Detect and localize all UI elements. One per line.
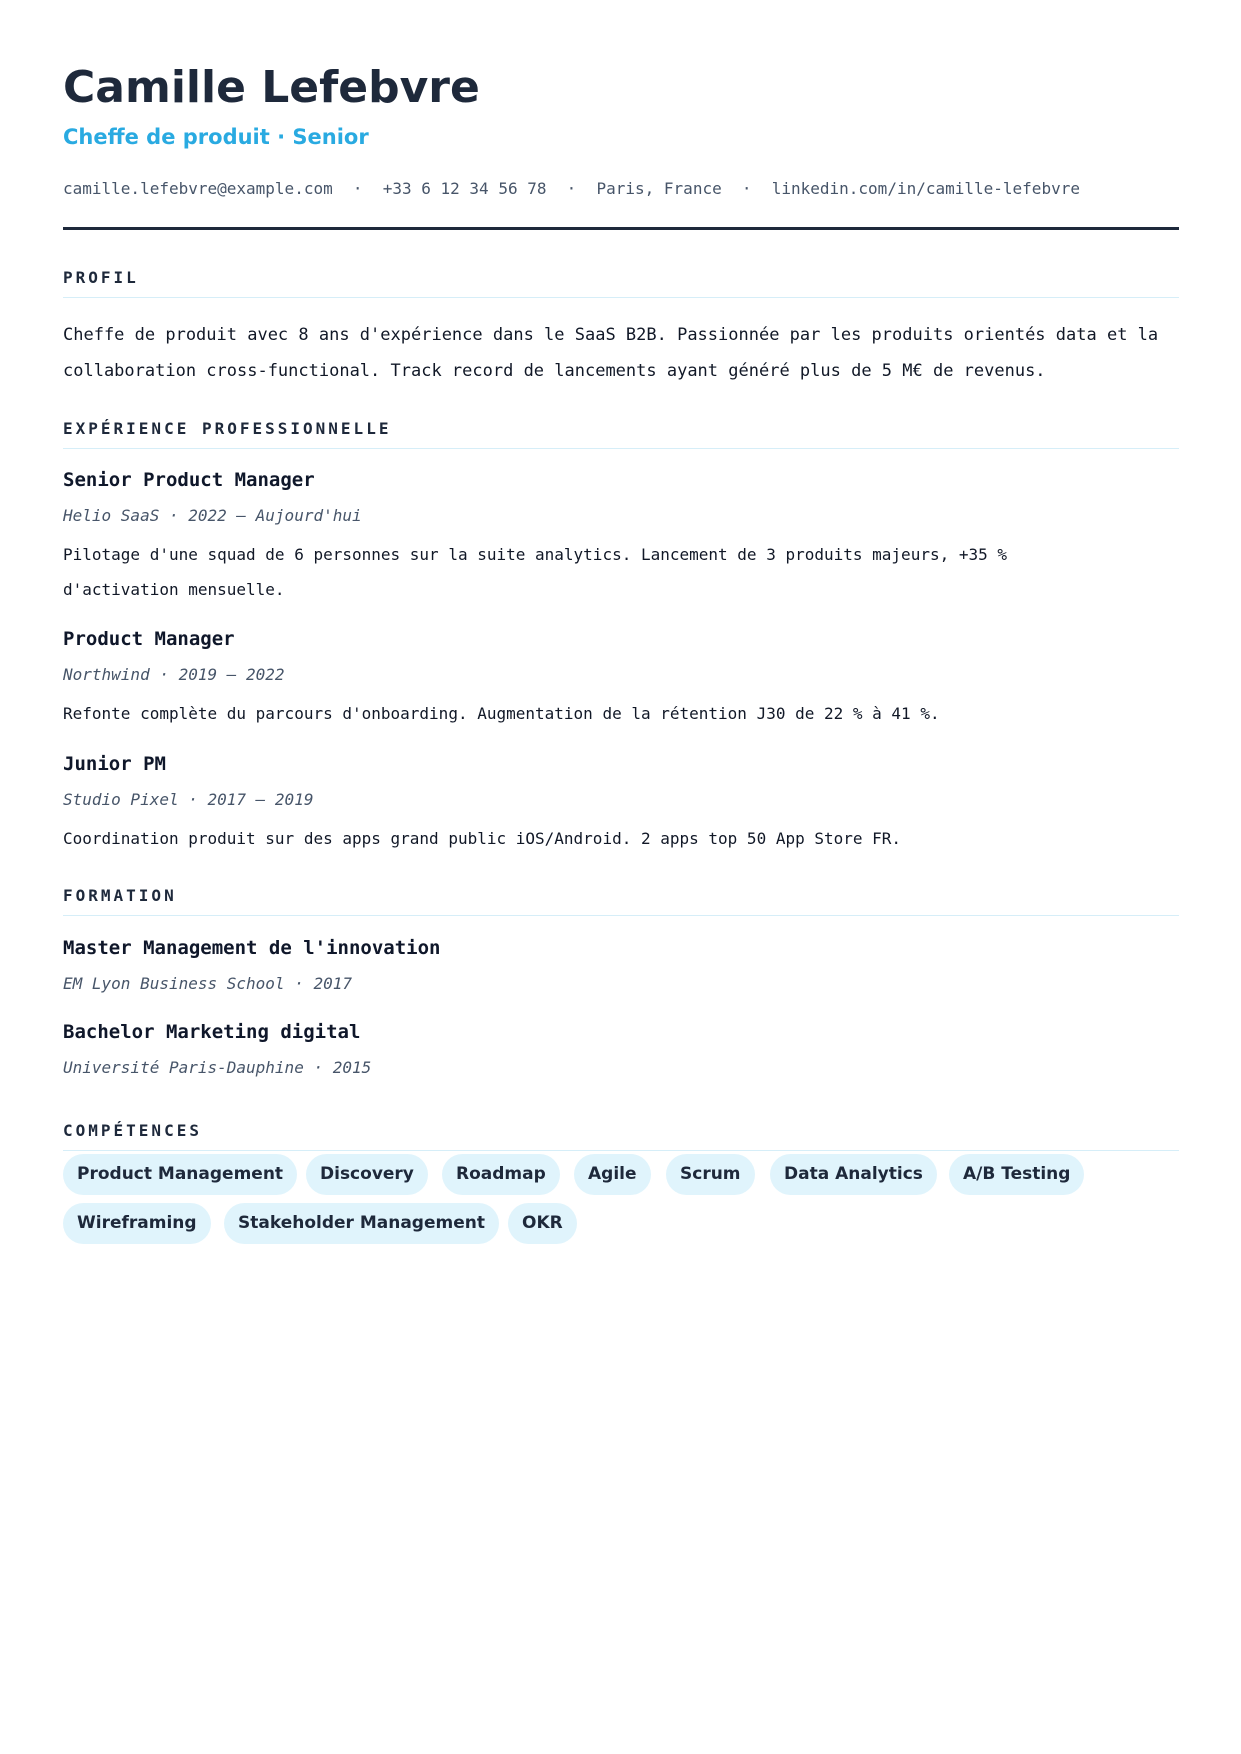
experience-role: Product Manager [63,628,235,650]
contact-location: Paris, France [596,179,722,198]
experience-meta: Helio SaaS · 2022 — Aujourd'hui [63,506,362,525]
contact-email[interactable]: camille.lefebvre@example.com [63,179,333,198]
skill-tag: Wireframing [63,1203,211,1244]
contact-separator: · [566,179,577,198]
section-title-education: FORMATION [63,886,1179,916]
header-divider [63,227,1179,230]
candidate-headline: Cheffe de produit · Senior [63,125,369,149]
contact-linkedin[interactable]: linkedin.com/in/camille-lefebvre [771,179,1080,198]
skill-tag: Scrum [666,1154,755,1195]
education-meta: Université Paris-Dauphine · 2015 [63,1058,372,1077]
education-meta: EM Lyon Business School · 2017 [63,974,352,993]
candidate-name: Camille Lefebvre [63,62,480,113]
skill-tag: Stakeholder Management [224,1203,499,1244]
skill-tag: Agile [574,1154,651,1195]
section-title-profile: PROFIL [63,268,1179,298]
skill-tag: Discovery [306,1154,428,1195]
experience-description: Pilotage d'une squad de 6 personnes sur la suite analytics. Lancement de 3 produits majeurs, +35 % d'activation mensuelle. [63,545,1008,599]
education-degree: Master Management de l'innovation [63,937,441,959]
contact-separator: · [352,179,363,198]
contact-phone[interactable]: +33 6 12 34 56 78 [382,179,547,198]
section-title-skills: COMPÉTENCES [63,1121,1179,1151]
contact-line [63,178,1080,200]
education-degree: Bachelor Marketing digital [63,1021,361,1043]
skill-tag: Data Analytics [770,1154,937,1195]
experience-meta: Northwind · 2019 — 2022 [63,665,285,684]
section-title-experience: EXPÉRIENCE PROFESSIONNELLE [63,419,1179,449]
profile-summary: Cheffe de produit avec 8 ans d'expérience dans le SaaS B2B. Passionnée par les produits orientés data et la collaboration cross-functional. Track record de lancements ayant généré plus de 5 M€ de revenus. [63,325,1159,381]
experience-description: Coordination produit sur des apps grand public iOS/Android. 2 apps top 50 App Store FR. [63,829,902,848]
experience-meta: Studio Pixel · 2017 — 2019 [63,790,314,809]
contact-separator: · [741,179,752,198]
skill-tag: Product Management [63,1154,297,1195]
skill-tag: A/B Testing [949,1154,1084,1195]
experience-role: Junior PM [63,753,166,775]
skill-tag: Roadmap [442,1154,560,1195]
experience-description: Refonte complète du parcours d'onboarding. Augmentation de la rétention J30 de 22 % à 41 %. [63,704,940,723]
skill-tag: OKR [508,1203,577,1244]
experience-role: Senior Product Manager [63,469,315,491]
